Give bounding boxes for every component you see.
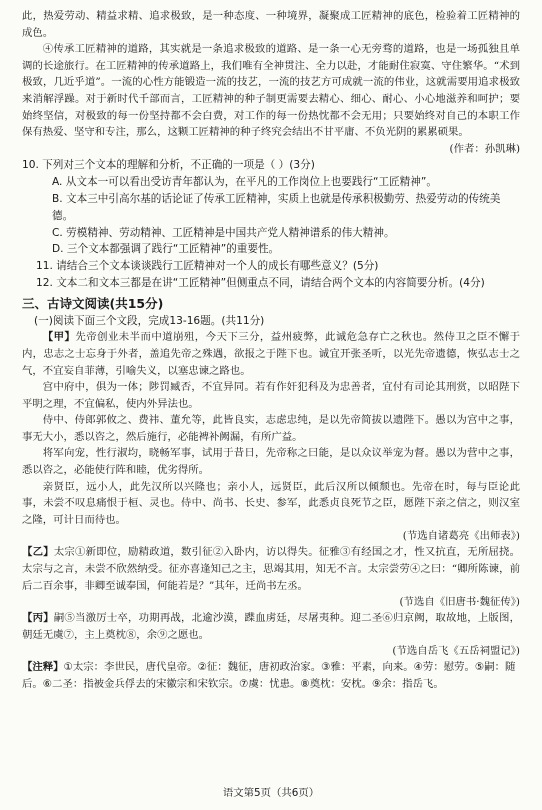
text-jia-paragraph-4: 将军向宠，性行淑均，晓畅军事，试用于昔日，先帝称之曰能，是以众议举宠为督。愚以为营中之事，悉以咨之，必能使行阵和睦，优劣得所。 (22, 447, 520, 477)
annotations-body: ①太宗：李世民，唐代皇帝。②征：魏征，唐初政治家。③雅：平素，向来。④劳：慰劳。⑤嗣：随后。⑥二圣：指被金兵俘去的宋徽宗和宋钦宗。⑦虞：忧患。⑧奠枕：安枕。⑨余：指岳飞。 (22, 661, 516, 690)
text-bing-source: (节选自岳飞《五岳祠盟记》) (392, 645, 520, 658)
question-10-option-a: A. 从文本一可以看出受访青年都认为，在平凡的工作岗位上也要践行“工匠精神”。 (52, 176, 437, 189)
text-jia-paragraph-5: 亲贤臣，远小人，此先汉所以兴隆也；亲小人，远贤臣，此后汉所以倾颓也。先帝在时，每与臣论此事，未尝不叹息痛恨于桓、灵也。侍中、尚书、长史、参军，此悉贞良死节之臣，愿陛下亲之信之，则汉室之隆，可计日而待也。 (22, 480, 520, 526)
text-yi (22, 544, 520, 594)
passage-continued: 此，热爱劳动、精益求精、追求极致，是一种态度、一种境界，凝聚成工匠精神的底色，检验着工匠精神的成色。 (22, 10, 520, 39)
text-yi-body: 太宗①新即位，励精政道，数引征②入卧内，访以得失。征雅③有经国之才，性又抗直，无所屈挠。太宗与之言，未尝不欣然纳受。征亦喜逢知己之主，思竭其用，知无不言。太宗尝劳④之曰：“卿所陈谏，前后二百余事，非卿至诚奉国，何能若是？”其年，迁尚书左丞。 (22, 546, 521, 592)
page-footer: 语文第5页（共6页） (222, 787, 320, 799)
text-jia-p1: 先帝创业未半而中道崩殂，今天下三分，益州疲弊，此诚危急存亡之秋也。然侍卫之臣不懈于内，忠志之士忘身于外者，盖追先帝之殊遇，欲报之于陛下也。诚宜开张圣听，以光先帝遗德，恢弘志士之气，不宜妄自菲薄，引喻失义，以塞忠谏之路也。 (22, 331, 521, 377)
question-11: 11. 请结合三个文本谈谈践行工匠精神对一个人的成长有哪些意义？(5分) (36, 260, 379, 273)
text-yi-label: 【乙】 (22, 546, 54, 559)
passage-paragraph-4: ④传承工匠精神的道路，其实就是一条追求极致的道路、是一条一心无旁骛的道路，也是一场孤独且单调的长途旅行。在工匠精神的传承道路上，我们唯有全神贯注、全力以赴，才能耐住寂寞、守住繁华。“术到极致，几近乎道”。一流的心性方能锻造一流的技艺，一流的技艺方可成就一流的伟业，这就需要用追求极致来消解浮躁。对于新时代千部而言，工匠精神的种子制更需要去精心、细心、耐心、小心地滋养和呵护；要始终坚信，对极致的每一份坚持都不会白费，对工作的每一份热忱都不会无用；只要始终对自己的本职工作保有热爱、坚守和专注，那么，这颗工匠精神的种子终究会结出不甘平庸、不负光阴的累累硕果。 (22, 43, 520, 139)
text-jia-paragraph-1 (22, 329, 520, 379)
text-bing-label: 【丙】 (22, 612, 54, 625)
text-jia-paragraph-2: 宫中府中，俱为一体；陟罚臧否，不宜异同。若有作奸犯科及为忠善者，宜付有司论其刑赏，以昭陛下平明之理，不宜偏私，使内外异法也。 (22, 381, 520, 410)
text-jia-source: (节选自诸葛亮《出师表》) (402, 530, 520, 543)
section-instruction: (一)阅读下面三个文段，完成13-16题。(共11分) (34, 314, 265, 327)
annotations (22, 659, 520, 692)
question-10: 10. 下列对三个文本的理解和分析，不正确的一项是（ ）(3分) (22, 159, 315, 172)
question-10-option-c: C. 劳模精神、劳动精神、工匠精神是中国共产党人精神谱系的伟大精神。 (52, 226, 395, 239)
text-bing-body: 嗣⑤当激厉士卒，功期再战，北逾沙漠，蹀血虏廷，尽屠夷种。迎二圣⑥归京阙，取故地，上版图，朝廷无虞⑦，主上奠枕⑧，余⑨之愿也。 (22, 612, 521, 641)
question-10-option-b: B. 文本三中引高尔基的话论证了传承工匠精神，实质上也就是传承积极勤劳、热爱劳动的传统美德。 (52, 192, 501, 222)
text-jia-paragraph-3: 侍中、侍郎郭攸之、费祎、董允等，此皆良实，志虑忠纯，是以先帝简拔以遗陛下。愚以为宫中之事，事无大小，悉以咨之，然后施行，必能裨补阙漏，有所广益。 (22, 414, 520, 443)
question-12: 12. 文本二和文本三都是在讲“工匠精神”但侧重点不同，请结合两个文本的内容简要分析。(4分) (36, 276, 485, 289)
question-10-option-d: D. 三个文本都强调了践行“工匠精神”的重要性。 (52, 243, 280, 256)
text-yi-source: (节选自《旧唐书·魏征传》) (399, 596, 520, 609)
section-title: 三、古诗文阅读(共15分) (22, 295, 164, 311)
text-bing (22, 610, 520, 643)
passage-author: (作者：孙凯琳) (449, 142, 520, 155)
annotations-label: 【注释】 (22, 661, 64, 674)
text-jia-label: 【甲】 (42, 331, 76, 344)
